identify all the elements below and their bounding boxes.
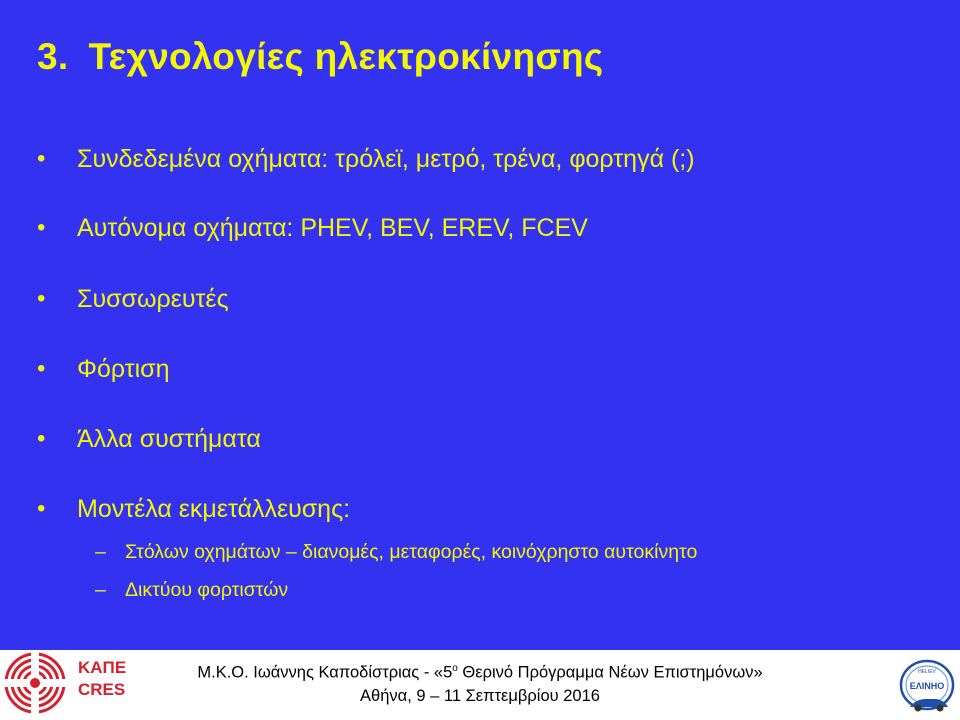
- bullet-dot: •: [37, 495, 46, 522]
- sub-bullet-dash: –: [95, 579, 106, 601]
- bullet-dot: •: [37, 355, 46, 382]
- bullet-text: Συσσωρευτές: [77, 285, 229, 313]
- kape-logo-line2: CRES: [78, 680, 126, 699]
- footer-date-text: Αθήνα, 9 – 11 Σεπτεμβρίου 2016: [360, 687, 600, 705]
- bullet-text: Συνδεδεμένα οχήματα: τρόλεϊ, μετρό, τρένα, φορτηγά (;): [77, 145, 695, 173]
- sub-bullet-dash: –: [95, 541, 106, 563]
- footer-organizer-text: [0, 663, 960, 683]
- bullet-dot: •: [37, 425, 46, 452]
- heliev-logo-main-text: ΕΛΙΝΗΟ: [909, 681, 945, 691]
- bullet-text: Φόρτιση: [77, 355, 170, 383]
- bullet-text: Αυτόνομα οχήματα: PHEV, BEV, EREV, FCEV: [77, 214, 588, 242]
- bullet-dot: •: [37, 214, 46, 241]
- bullet-text: Μοντέλα εκμετάλλευσης:: [77, 495, 351, 523]
- footer-line1-part2: Θερινό Πρόγραμμα Νέων Επιστημόνων»: [457, 663, 763, 682]
- bullet-dot: •: [37, 285, 46, 312]
- sub-bullet-text: Στόλων οχημάτων – διανομές, μεταφορές, κοινόχρηστο αυτοκίνητο: [125, 541, 698, 563]
- heliev-logo-icon: [898, 657, 956, 717]
- footer-line1-part1: Μ.Κ.Ο. Ιωάννης Καποδίστριας - «5: [197, 663, 453, 682]
- footer-line1-sup: ο: [452, 663, 458, 674]
- title-text: Τεχνολογίες ηλεκτροκίνησης: [88, 36, 604, 77]
- title-number: 3.: [37, 36, 69, 77]
- heliev-logo-top-text: HELIEV: [918, 669, 936, 675]
- bullet-text: Άλλα συστήματα: [77, 425, 261, 453]
- sub-bullet-text: Δικτύου φορτιστών: [125, 579, 289, 601]
- footer: [0, 650, 960, 720]
- bullet-dot: •: [37, 145, 46, 172]
- kape-logo-line1: ΚΑΠΕ: [78, 658, 127, 677]
